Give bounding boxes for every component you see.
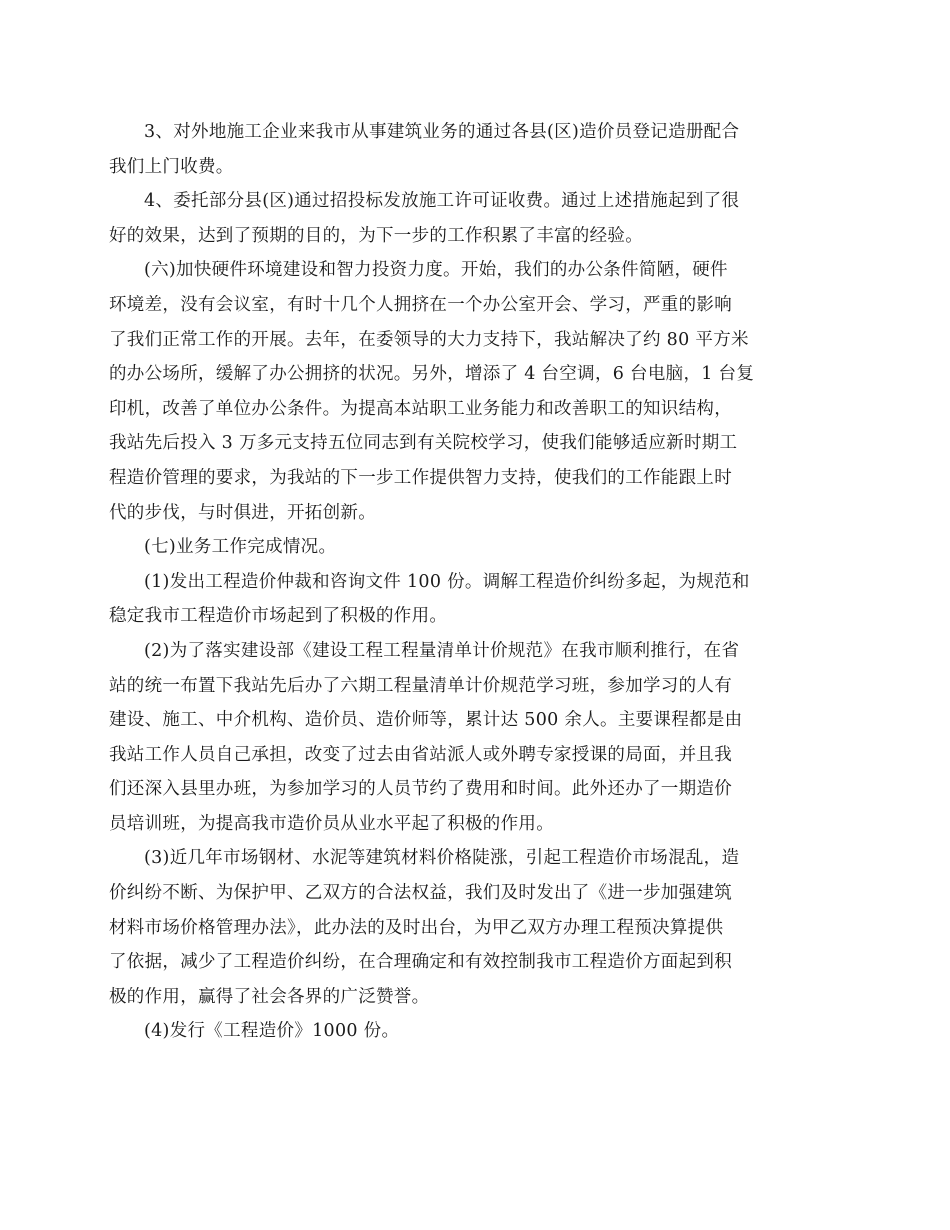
text-line: 价纠纷不断、为保护甲、乙双方的合法权益，我们及时发出了《进一步加强建筑 [109,883,732,904]
text-line: 材料市场价格管理办法》，此办法的及时出台，为甲乙双方办理工程预决算提供 [109,917,724,938]
paragraph-section-7-heading [144,530,808,565]
paragraph-subitem-3 [109,841,808,1014]
text-line: 3、对外地施工企业来我市从事建筑业务的通过各县(区)造价员登记造册配合 [144,122,740,142]
text-line: 我站先后投入 3 万多元支持五位同志到有关院校学习，使我们能够适应新时期工 [109,433,738,454]
text-line: 我站工作人员自己承担，改变了过去由省站派人或外聘专家授课的局面，并且我 [109,744,732,765]
text-line: 程造价管理的要求，为我站的下一步工作提供智力支持，使我们的工作能跟上时 [109,467,732,488]
text-line: (七)业务工作完成情况。 [144,537,337,558]
text-line: 们还深入县里办班，为参加学习的人员节约了费用和时间。此外还办了一期造价 [109,779,732,800]
text-line: 极的作用，赢得了社会各界的广泛赞誉。 [109,986,430,1007]
paragraph-subitem-2 [109,634,808,842]
text-line: 4、委托部分县(区)通过招投标发放施工许可证收费。通过上述措施起到了很 [144,191,740,212]
text-line: (1)发出工程造价仲裁和咨询文件 100 份。调解工程造价纠纷多起，为规范和 [144,571,750,592]
paragraph-item-3 [109,115,808,184]
text-line: 印机，改善了单位办公条件。为提高本站职工业务能力和改善职工的知识结构， [109,398,732,419]
text-line: 的办公场所，缓解了办公拥挤的状况。另外，增添了 4 台空调，6 台电脑，1 台复 [109,364,755,385]
text-line: 站的统一布置下我站先后办了六期工程量清单计价规范学习班，参加学习的人有 [109,675,732,696]
text-line: 好的效果，达到了预期的目的，为下一步的工作积累了丰富的经验。 [109,225,643,246]
text-line: 了我们正常工作的开展。去年，在委领导的大力支持下，我站解决了约 80 平方米 [109,329,749,350]
text-line: 了依据，减少了工程造价纠纷，在合理确定和有效控制我市工程造价方面起到积 [109,952,732,973]
text-line: 稳定我市工程造价市场起到了积极的作用。 [109,606,448,627]
text-line: 代的步伐，与时俱进，开拓创新。 [109,502,376,523]
text-line: (2)为了落实建设部《建设工程工程量清单计价规范》在我市顺利推行，在省 [144,640,740,661]
text-line: 建设、施工、中介机构、造价员、造价师等，累计达 500 余人。主要课程都是由 [109,710,743,731]
paragraph-subitem-4 [144,1014,808,1049]
text-line: (3)近几年市场钢材、水泥等建筑材料价格陡涨，引起工程造价市场混乱，造 [144,848,740,869]
paragraph-section-6 [109,253,808,530]
paragraph-item-4 [109,184,808,253]
text-line: 员培训班，为提高我市造价员从业水平起了积极的作用。 [109,813,554,834]
paragraph-subitem-1 [109,565,808,634]
text-line: (六)加快硬件环境建设和智力投资力度。开始，我们的办公条件简陋，硬件 [144,260,728,281]
text-line: (4)发行《工程造价》1000 份。 [144,1021,400,1042]
text-line: 我们上门收费。 [109,156,234,177]
text-line: 环境差，没有会议室，有时十几个人拥挤在一个办公室开会、学习，严重的影响 [109,294,732,315]
document-body [109,115,808,1049]
